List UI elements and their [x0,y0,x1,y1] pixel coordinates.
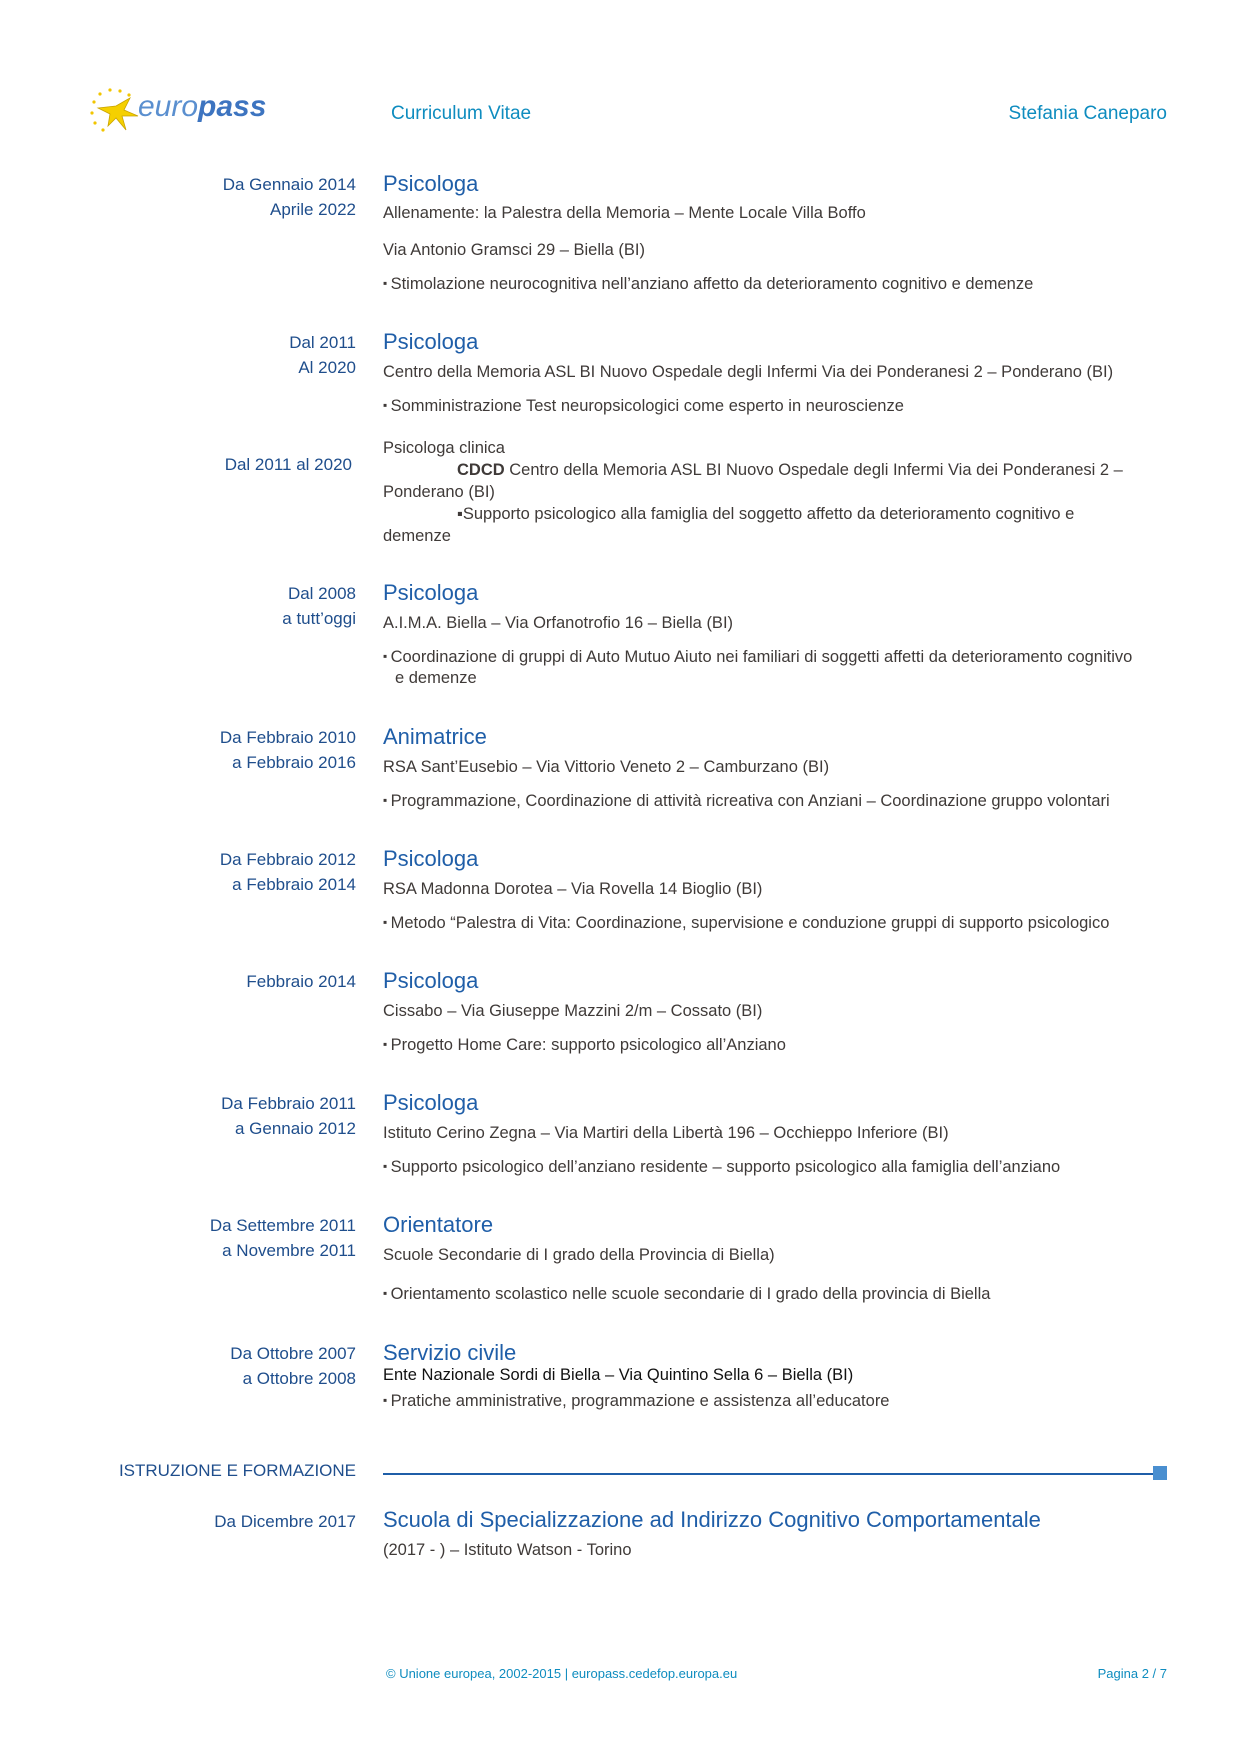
duty-bullet: ▪ Progetto Home Care: supporto psicologico all’Anziano [383,1033,786,1056]
date-from: Da Febbraio 2010 [219,728,356,747]
organization-location: Ponderano (BI) [383,483,495,501]
organization-name: Centro della Memoria ASL BI Nuovo Ospedale degli Infermi Via dei Ponderanesi 2 – [504,461,1123,479]
europass-logo [86,86,286,136]
education-title: Scuola di Specializzazione ad Indirizzo Cognitivo Comportamentale [383,1507,1041,1532]
job-title: Servizio civile [383,1340,517,1365]
duty-bullet: ▪ Stimolazione neurocognitiva nell’anziano affetto da deterioramento cognitivo e demenze [383,272,1033,295]
role: Psicologa clinica [383,439,505,457]
employer: A.I.M.A. Biella – Via Orfanotrofio 16 – Biella (BI) [383,614,734,632]
date-to: Aprile 2022 [269,200,356,219]
duty-bullet: ▪ Metodo “Palestra di Vita: Coordinazione, supervisione e conduzione gruppi di supporto psicologico [383,911,1109,934]
duty-bullet: ▪ Programmazione, Coordinazione di attività ricreativa con Anziani – Coordinazione gruppo volontari [383,789,1110,812]
employer: RSA Sant’Eusebio – Via Vittorio Veneto 2 – Camburzano (BI) [383,758,830,776]
organization-acronym: CDCD [457,461,505,479]
date-from: Dal 2011 [289,333,356,352]
employer: Centro della Memoria ASL BI Nuovo Ospedale degli Infermi Via dei Ponderanesi 2 – Ponderano (BI) [383,363,1114,381]
job-title: Psicologa [383,1090,479,1115]
employer: Istituto Cerino Zegna – Via Martiri della Libertà 196 – Occhieppo Inferiore (BI) [383,1124,949,1142]
date-to: a Novembre 2011 [222,1241,356,1260]
duty-bullet: ▪ Orientamento scolastico nelle scuole secondarie di I grado della provincia di Biella [383,1282,990,1305]
date-to: a Ottobre 2008 [242,1369,356,1388]
date-from: Da Febbraio 2011 [221,1094,356,1113]
section-heading: ISTRUZIONE E FORMAZIONE [118,1461,356,1480]
logo-text-pass: pass [198,90,267,123]
job-title: Psicologa [383,968,479,993]
date-to: Al 2020 [298,358,356,377]
person-name: Stefania Caneparo [1008,103,1167,124]
date-to: a Febbraio 2014 [232,875,356,894]
employer: Scuole Secondarie di I grado della Provincia di Biella) [383,1246,775,1264]
employer: Cissabo – Via Giuseppe Mazzini 2/m – Cossato (BI) [383,1002,763,1020]
date-to: a tutt’oggi [282,609,356,628]
duty-bullet: ▪ Supporto psicologico dell’anziano residente – supporto psicologico alla famiglia dell’anziano [383,1155,1060,1178]
job-title: Psicologa [383,329,479,354]
section-divider [383,1473,1156,1475]
duty-bullet: ▪ Pratiche amministrative, programmazione e assistenza all’educatore [383,1389,890,1412]
date-from: Da Settembre 2011 [209,1216,356,1235]
education-detail: (2017 - ) – Istituto Watson - Torino [383,1541,632,1559]
employer: RSA Madonna Dorotea – Via Rovella 14 Bioglio (BI) [383,880,763,898]
job-title: Psicologa [383,580,479,605]
date-from: Da Ottobre 2007 [230,1344,356,1363]
employer: Allenamente: la Palestra della Memoria – Mente Locale Villa Boffo [383,204,866,222]
footer-copyright: © Unione europea, 2002-2015 | europass.cedefop.europa.eu [386,1666,738,1681]
date-to: a Gennaio 2012 [235,1119,356,1138]
date-from: Da Gennaio 2014 [222,175,356,194]
date-from: Da Febbraio 2012 [219,850,356,869]
date-from: Febbraio 2014 [246,972,356,991]
support-text: ▪Supporto psicologico alla famiglia del soggetto affetto da deterioramento cognitivo e [457,505,1075,523]
date-range: Dal 2011 al 2020 [224,455,352,474]
address: Via Antonio Gramsci 29 – Biella (BI) [383,241,645,259]
duty-bullet: ▪ Coordinazione di gruppi di Auto Mutuo Aiuto nei familiari di soggetti affetti da deterioramento cognitivo [383,645,1132,668]
date-from: Dal 2008 [287,584,356,603]
job-title: Psicologa [383,846,479,871]
duty-bullet: ▪ Somministrazione Test neuropsicologici come esperto in neuroscienze [383,394,904,417]
job-title: Orientatore [383,1212,494,1237]
document-title: Curriculum Vitae [391,103,532,124]
education-date: Da Dicembre 2017 [214,1512,356,1531]
date-to: a Febbraio 2016 [232,753,356,772]
job-title: Psicologa [383,171,479,196]
duty-bullet-cont: e demenze [395,669,477,687]
section-divider-marker [1153,1466,1167,1480]
job-title: Animatrice [383,724,487,749]
logo-text-euro: euro [138,90,199,123]
organization [457,459,1123,481]
employer: Ente Nazionale Sordi di Biella – Via Quintino Sella 6 – Biella (BI) [383,1366,854,1384]
footer-page-number: Pagina 2 / 7 [1097,1666,1167,1681]
support-text-cont: demenze [383,527,451,545]
